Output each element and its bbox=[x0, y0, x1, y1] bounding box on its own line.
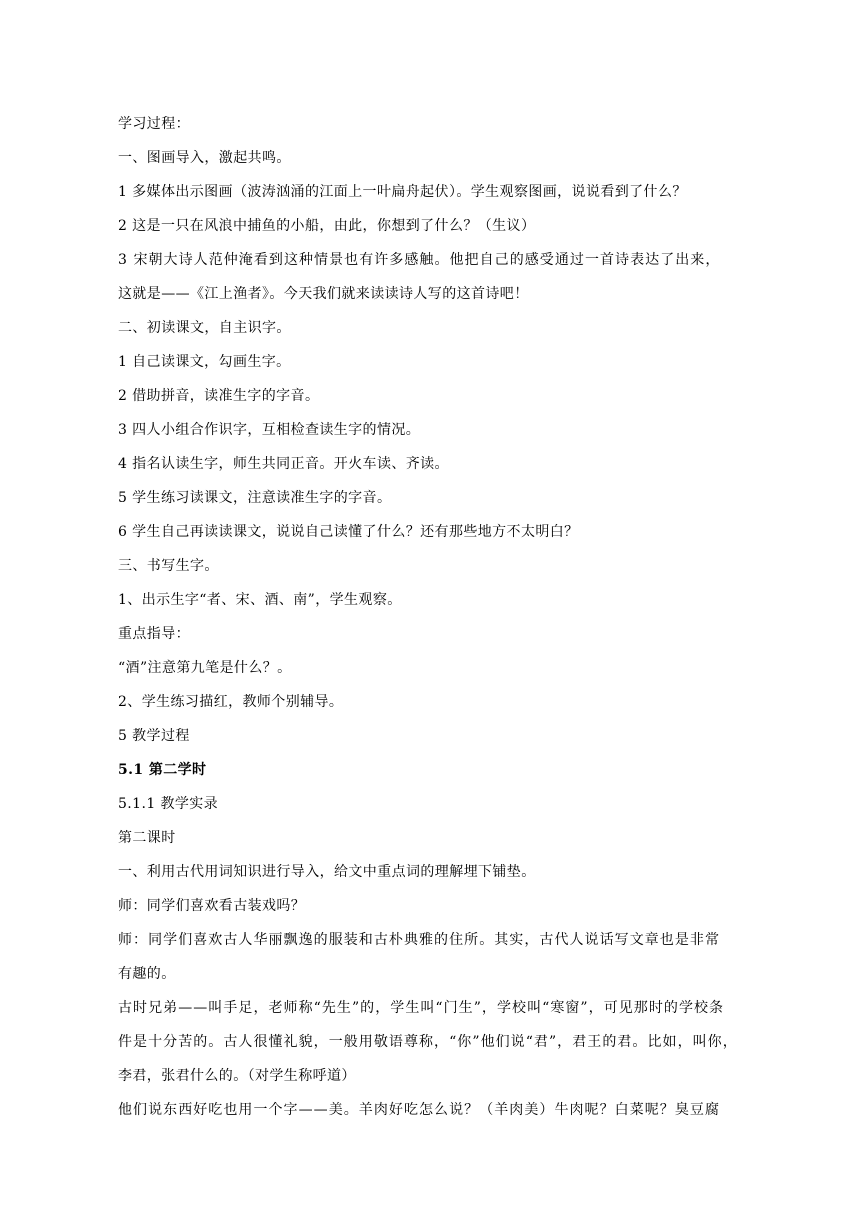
ancient-words-line-2: 件是十分苦的。古人很懂礼貌，一般用敬语尊称，“你”他们说“君”，君王的君。比如，叫你， bbox=[118, 1034, 738, 1050]
step-2-4: 4 指名认读生字，师生共同正音。开火车读、齐读。 bbox=[118, 456, 449, 472]
step-1-1: 1 多媒体出示图画（波涛汹涌的江面上一叶扁舟起伏）。学生观察图画，说说看到了什么？ bbox=[118, 184, 687, 200]
section-one-heading: 一、图画导入，激起共鸣。 bbox=[118, 150, 291, 166]
heading-5-1: 5.1 第二学时 bbox=[118, 762, 207, 778]
heading-5-1-1: 5.1.1 教学实录 bbox=[118, 796, 219, 812]
ancient-words-line-1: 古时兄弟——叫手足，老师称“先生”的，学生叫“门生”，学校叫“寒窗”，可见那时的学校条 bbox=[118, 1000, 725, 1016]
teacher-line-2-part-1: 师：同学们喜欢古人华丽飘逸的服装和古朴典雅的住所。其实，古代人说话写文章也是非常 bbox=[118, 932, 720, 948]
section-three-heading: 三、书写生字。 bbox=[118, 558, 219, 574]
teacher-line-2-part-2: 有趣的。 bbox=[118, 966, 176, 982]
step-1-3-line-1: 3 宋朝大诗人范仲淹看到这种情景也有许多感触。他把自己的感受通过一首诗表达了出来， bbox=[118, 252, 721, 268]
step-2-5: 5 学生练习读课文，注意读准生字的字音。 bbox=[118, 490, 392, 506]
key-guidance-label: 重点指导： bbox=[118, 626, 190, 642]
step-3-2: 2、学生练习描红，教师个别辅导。 bbox=[118, 694, 344, 710]
step-2-6: 6 学生自己再读读课文，说说自己读懂了什么？还有那些地方不太明白？ bbox=[118, 524, 579, 540]
step-1-3-line-2: 这就是——《江上渔者》。今天我们就来读读诗人写的这首诗吧！ bbox=[118, 286, 529, 302]
step-2-1: 1 自己读课文，勾画生字。 bbox=[118, 354, 291, 370]
second-lesson-label: 第二课时 bbox=[118, 830, 176, 846]
step-1-2: 2 这是一只在风浪中捕鱼的小船，由此，你想到了什么？（生议） bbox=[118, 218, 536, 234]
tasty-words-line: 他们说东西好吃也用一个字——美。羊肉好吃怎么说？（羊肉美）牛肉呢？白菜呢？臭豆腐 bbox=[118, 1102, 720, 1118]
step-2-2: 2 借助拼音，读准生字的字音。 bbox=[118, 388, 320, 404]
lesson2-section-one: 一、利用古代用词知识进行导入，给文中重点词的理解埋下铺垫。 bbox=[118, 864, 536, 880]
step-2-3: 3 四人小组合作识字，互相检查读生字的情况。 bbox=[118, 422, 421, 438]
teacher-line-1: 师：同学们喜欢看古装戏吗？ bbox=[118, 898, 306, 914]
ancient-words-line-3: 李君，张君什么的。（对学生称呼道） bbox=[118, 1068, 356, 1084]
section-two-heading: 二、初读课文，自主识字。 bbox=[118, 320, 291, 336]
step-3-1: 1、出示生字“者、宋、酒、南”，学生观察。 bbox=[118, 592, 402, 608]
document-page bbox=[118, 107, 742, 1127]
heading-5: 5 教学过程 bbox=[118, 728, 190, 744]
learning-process-label: 学习过程： bbox=[118, 116, 190, 132]
guidance-jiu: “酒”注意第九笔是什么？。 bbox=[118, 660, 292, 676]
